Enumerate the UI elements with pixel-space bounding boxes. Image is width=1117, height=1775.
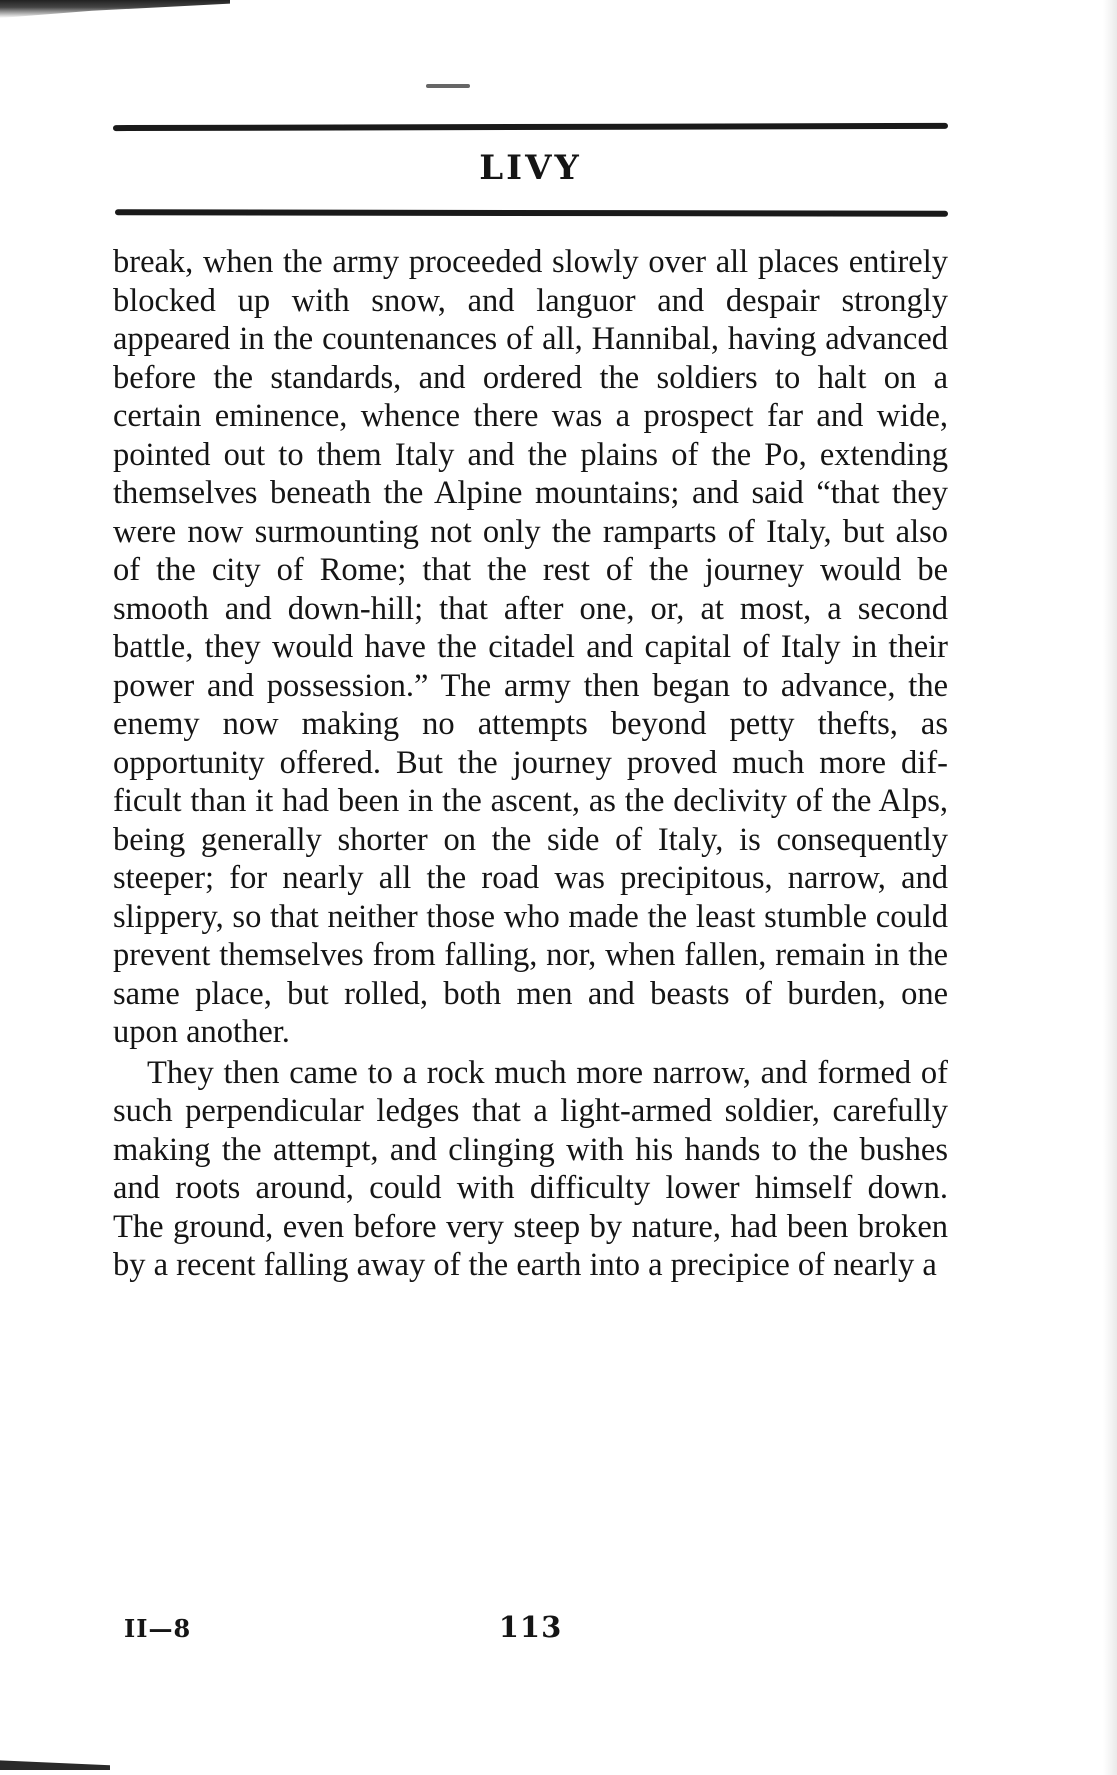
scan-shadow-top-left <box>0 0 230 18</box>
header-rule-bottom <box>115 209 948 216</box>
header-ornament <box>426 84 470 88</box>
running-head: LIVY <box>479 148 582 188</box>
body-text <box>113 243 948 1285</box>
page-number: 113 <box>498 1610 563 1644</box>
signature-mark: II—8 <box>124 1614 192 1643</box>
paragraph-2: They then came to a rock much more narrow, and formed of such perpendicular ledges that a light-armed soldier, carefully making the attempt, and clinging with his hands to the bushes and roots around, could with difficulty lower himself down. The ground, even before very steep by nature, had been broken by a recent falling away of the earth into a precipice of nearly a <box>113 1054 948 1283</box>
scan-edge-right <box>1103 0 1117 1775</box>
paragraph-1: break, when the army proceeded slowly over all places entirely blocked up with snow, and languor and despair strongly appeared in the countenances of all, Hannibal, having advanced before the standards, and ordered the soldiers to halt on a certain eminence, whence there was a prospect far and wide, pointed out to them Italy and the plains of the Po, extending themselves beneath the Alpine mountains; and said “that they were now surmounting not only the ramparts of Italy, but also of the city of Rome; that the rest of the journey would be smooth and down-hill; that after one, or, at most, a second battle, they would have the citadel and capital of Italy in their power and possession.” The army then began to advance, the enemy now making no attempts beyond petty thefts, as opportunity offered. But the journey proved much more difficult than it had been in the ascent, as the declivity of the Alps, being generally shorter on the side of Italy, is consequently steeper; for nearly all the road was precipitous, narrow, and slippery, so that neither those who made the least stumble could prevent themselves from falling, nor, when fallen, remain in the same place, but rolled, both men and beasts of burden, one upon another. <box>113 244 948 1050</box>
scan-shadow-bottom-left <box>0 1758 110 1770</box>
header-rule-top <box>113 123 948 131</box>
